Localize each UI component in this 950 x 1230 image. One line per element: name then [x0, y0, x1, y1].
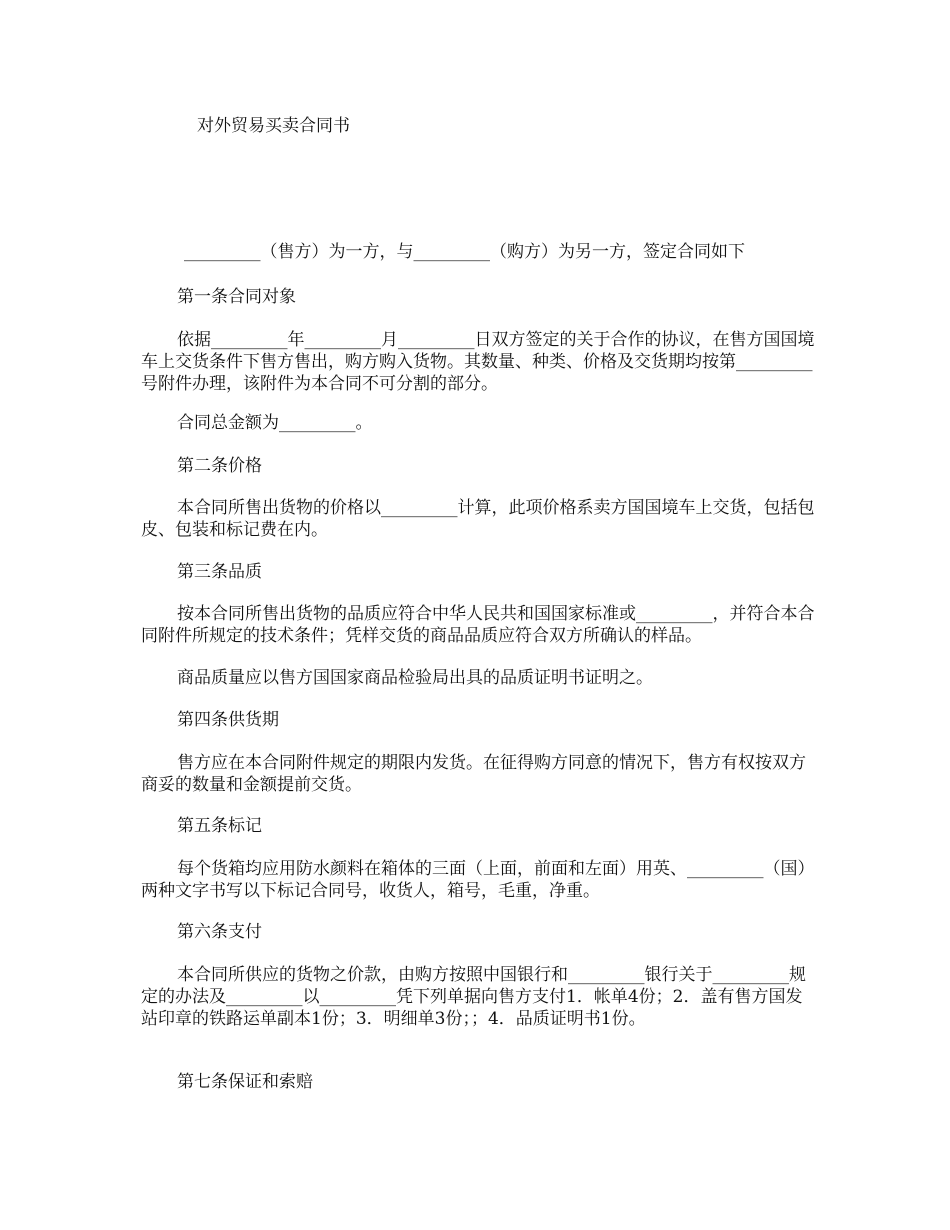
article-1-para-2: 合同总金额为_________。 — [177, 413, 373, 433]
article-5-heading-block — [141, 815, 816, 837]
article-5-para-1-block — [141, 858, 816, 902]
article-5-heading: 第五条标记 — [177, 816, 262, 836]
article-1-heading: 第一条合同对象 — [177, 287, 296, 307]
article-4-heading: 第四条供货期 — [177, 710, 279, 730]
article-6-heading: 第六条支付 — [177, 922, 262, 942]
article-5-para-1: 每个货箱均应用防水颜料在箱体的三面（上面，前面和左面）用英、_________（国）两种文字书写以下标记合同号，收货人，箱号，毛重，净重。 — [141, 859, 815, 901]
article-3-heading: 第三条品质 — [177, 562, 262, 582]
intro-text: _________（售方）为一方，与_________（购方）为另一方，签定合同如下 — [184, 242, 745, 262]
document-title: 对外贸易买卖合同书 — [197, 116, 350, 136]
article-2-heading: 第二条价格 — [177, 456, 262, 476]
article-4-heading-block — [141, 709, 816, 731]
article-1-heading-block — [141, 286, 816, 308]
article-1-para-1-block — [141, 329, 816, 395]
article-6-heading-block — [141, 921, 816, 943]
article-2-heading-block — [141, 455, 816, 477]
article-7-heading-block — [141, 1071, 816, 1093]
article-2-para-1-block — [141, 497, 816, 541]
article-6-para-1-block — [141, 964, 816, 1030]
article-3-para-2: 商品质量应以售方国国家商品检验局出具的品质证明书证明之。 — [177, 668, 653, 688]
intro-paragraph — [141, 241, 816, 263]
article-4-para-1: 售方应在本合同附件规定的期限内发货。在征得购方同意的情况下，售方有权按双方商妥的数量和金额提前交货。 — [141, 753, 806, 795]
article-1-para-2-block — [141, 412, 816, 434]
article-6-para-1: 本合同所供应的货物之价款，由购方按照中国银行和_________银行关于_________规定的办法及_________以_________凭下列单据向售方支付1．帐单4份；2．盖有售方国发站印章的铁路运单副本1份；3．明细单3份；；4．品质证明书1份。 — [141, 965, 806, 1029]
article-3-para-1: 按本合同所售出货物的品质应符合中华人民共和国国家标准或_________，并符合本合同附件所规定的技术条件；凭样交货的商品品质应符合双方所确认的样品。 — [141, 604, 815, 646]
article-3-para-2-block — [141, 667, 816, 689]
article-3-heading-block — [141, 561, 816, 583]
article-1-para-1: 依据_________年_________月_________日双方签定的关于合作的协议，在售方国国境车上交货条件下售方售出，购方购入货物。其数量、种类、价格及交货期均按第_________号附件办理，该附件为本合同不可分割的部分。 — [141, 330, 815, 394]
article-3-para-1-block — [141, 603, 816, 647]
article-2-para-1: 本合同所售出货物的价格以_________计算，此项价格系卖方国国境车上交货，包括包皮、包装和标记费在内。 — [141, 498, 815, 540]
article-7-heading: 第七条保证和索赔 — [177, 1072, 313, 1092]
article-4-para-1-block — [141, 752, 816, 796]
